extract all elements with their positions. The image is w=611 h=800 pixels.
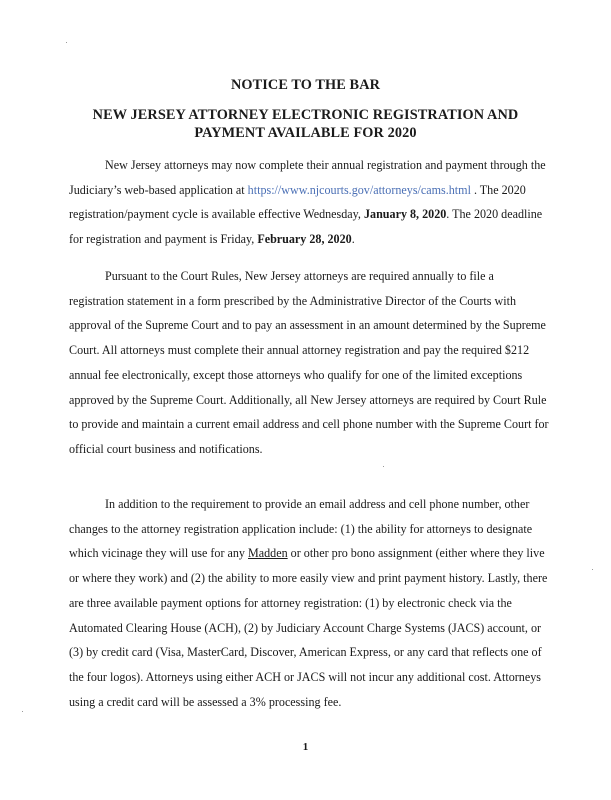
paragraph3-text-b: or other pro bono assignment (either where they live or where they work) and (2) the ability to more easily view and print payment history. Lastly, there are three available payment options for attorney registration: (1) by electronic check via the Automated Clearing House (ACH), (2) by Judiciary Account Charge Systems (JACS) account, or (3) by credit card (Visa, MasterCard, Discover, American Express, or any card that reflects one of the four logos). Attorneys using either ACH or JACS will not incur any additional cost. Attorneys using a credit card will be assessed a 3% processing fee. xyxy=(69,546,548,709)
deadline-date: February 28, 2020 xyxy=(257,232,352,247)
madden-term: Madden xyxy=(248,546,288,561)
paragraph1-text-a: New Jersey attorneys may now complete their annual registration and payment through the Judiciary’s web-based application at xyxy=(69,158,546,197)
paragraph1-text-d: . xyxy=(351,232,355,247)
paragraph1-text-b: . The 2020 registration/payment cycle is available effective Wednesday, xyxy=(69,182,526,222)
cams-link[interactable]: https://www.njcourts.gov/attorneys/cams.html xyxy=(247,182,471,197)
paragraph1-text-c: . The 2020 deadline for registration and payment is Friday, xyxy=(69,207,543,247)
paragraph-court-rules xyxy=(69,264,549,462)
notice-subtitle-line1: NEW JERSEY ATTORNEY ELECTRONIC REGISTRATION AND xyxy=(92,107,519,123)
scan-speck xyxy=(383,466,384,467)
paragraph3-text-a: In addition to the requirement to provide an email address and cell phone number, other changes to the attorney registration application include: (1) the ability for attorneys to designate which vicinage they will use for any xyxy=(69,497,533,561)
page-number: 1 xyxy=(302,741,309,753)
paragraph-registration-intro xyxy=(69,153,549,252)
available-date: January 8, 2020 xyxy=(363,207,447,222)
paragraph-application-changes xyxy=(69,492,549,714)
notice-title: NOTICE TO THE BAR xyxy=(230,77,381,93)
scan-speck xyxy=(66,42,67,43)
scan-speck xyxy=(592,569,593,570)
notice-subtitle-line2: PAYMENT AVAILABLE FOR 2020 xyxy=(194,125,417,141)
scan-speck xyxy=(22,711,23,712)
paragraph2-text: Pursuant to the Court Rules, New Jersey attorneys are required annually to file a registration statement in a form prescribed by the Administrative Director of the Courts with approval of the Supreme Court and to pay an assessment in an amount determined by the Supreme Court. All attorneys must complete their annual attorney registration and pay the required $212 annual fee electronically, except those attorneys who qualify for one of the limited exceptions approved by the Supreme Court. Additionally, all New Jersey attorneys are required by Court Rule to provide and maintain a current email address and cell phone number with the Supreme Court for official court business and notifications. xyxy=(69,269,549,456)
